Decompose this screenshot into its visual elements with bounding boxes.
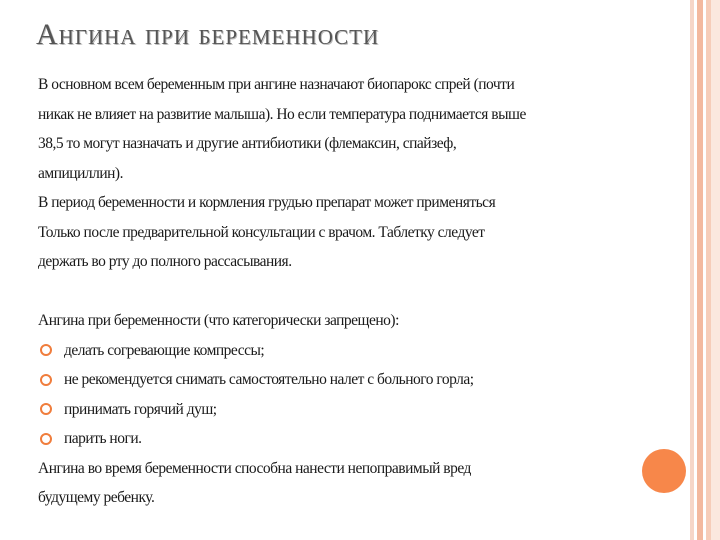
closing-line: Ангина во время беременности способна нанести непоправимый вред [38, 459, 471, 477]
bullet-icon [40, 344, 52, 356]
intro-line: Только после предварительной консультации с врачом. Таблетку следует [38, 223, 485, 241]
bullet-item [38, 395, 678, 425]
bullet-text: принимать горячий душ; [64, 400, 217, 418]
bullet-icon [40, 374, 52, 386]
decorative-circle [642, 449, 686, 493]
bullet-icon [40, 433, 52, 445]
intro-line: В период беременности и кормления грудью препарат может применяться [38, 194, 496, 211]
closing-line: будущему ребенку. [38, 489, 155, 506]
intro-line: ампициллин). [38, 164, 123, 182]
intro-line: 38,5 то могут назначать и другие антибиотики (флемаксин, спайзеф, [38, 135, 457, 152]
intro-line: держать во рту до полного рассасывания. [38, 253, 292, 270]
decorative-border [690, 0, 720, 540]
intro-line: никак не влияет на развитие малыша). Но если температура поднимается выше [38, 105, 526, 123]
intro-line: В основном всем беременным при ангине назначают биопарокс спрей (почти [38, 76, 515, 93]
bullet-text: парить ноги. [64, 430, 142, 447]
bullet-item [38, 365, 678, 395]
bullet-text: делать согревающие компрессы; [64, 341, 265, 359]
slide-title: Ангина при беременности [36, 18, 380, 51]
bullet-item [38, 424, 678, 454]
bullet-text: не рекомендуется снимать самостоятельно налет с больного горла; [64, 371, 474, 388]
bullet-icon [40, 403, 52, 415]
bullet-item [38, 336, 678, 366]
list-heading: Ангина при беременности (что категорически запрещено): [38, 312, 399, 329]
slide-content [38, 70, 678, 513]
